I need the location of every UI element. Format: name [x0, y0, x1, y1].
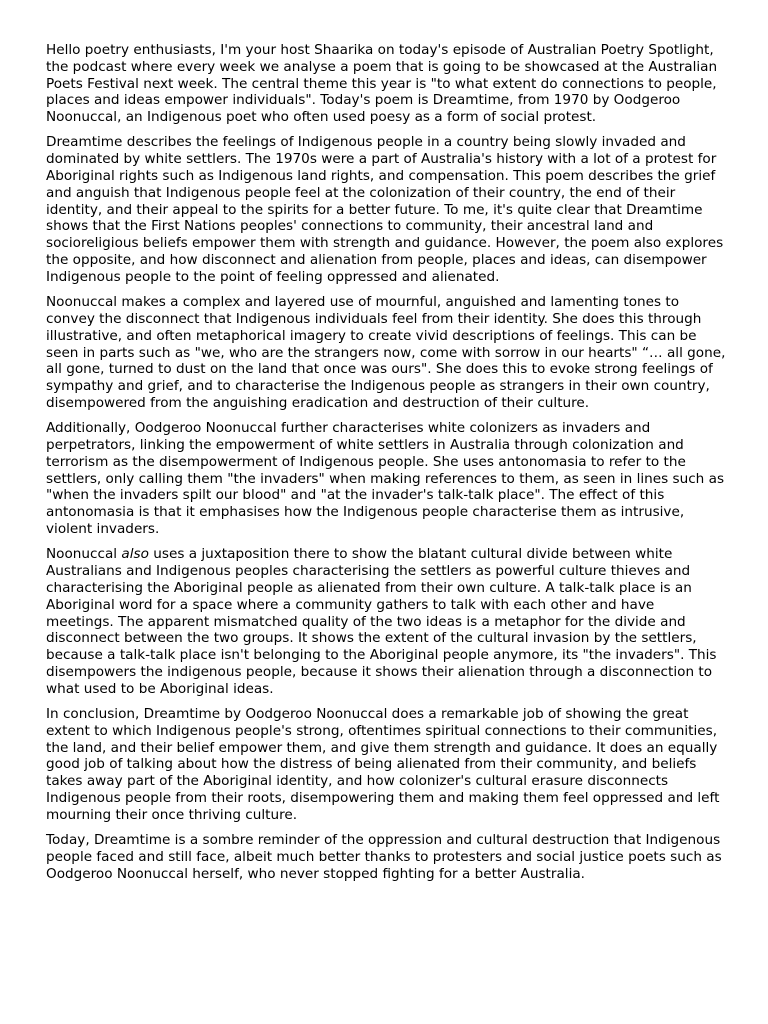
paragraph-antonomasia: Additionally, Oodgeroo Noonuccal further characterises white colonizers as invaders and perpetrators, linking the empowerment of white settlers in Australia through colonization and terrorism as the disempowerment of Indigenous people. She uses antonomasia to refer to the settlers, only calling them "the invaders" when making references to them, as seen in lines such as "when the invaders spilt our blood" and "at the invader's talk-talk place". The effect of this antonomasia is that it emphasises how the Indigenous people characterise them as intrusive, violent invaders. [46, 420, 725, 538]
paragraph-juxtaposition-emphasis: also [121, 546, 149, 563]
paragraph-juxtaposition [46, 546, 726, 697]
paragraph-tone: Noonuccal makes a complex and layered use of mournful, anguished and lamenting tones to convey the disconnect that Indigenous individuals feel from their identity. She does this through illustrative, and often metaphorical imagery to create vivid descriptions of feelings. This can be seen in parts such as "we, who are the strangers now, come with sorrow in our hearts" “… all gone, all gone, turned to dust on the land that once was ours". She does this to evoke strong feelings of sympathy and grief, and to characterise the Indigenous people as strangers in their own country, disempowered from the anguishing eradication and destruction of their culture. [46, 294, 726, 411]
paragraph-context: Dreamtime describes the feelings of Indigenous people in a country being slowly invaded and dominated by white settlers. The 1970s were a part of Australia's history with a lot of a protest for Aboriginal rights such as Indigenous land rights, and compensation. This poem describes the grief and anguish that Indigenous people feel at the colonization of their country, the end of their identity, and their appeal to the spirits for a better future. To me, it's quite clear that Dreamtime shows that the First Nations peoples' connections to community, their ancestral land and socioreligious beliefs empower them with strength and guidance. However, the poem also explores the opposite, and how disconnect and alienation from people, places and ideas, can disempower Indigenous people to the point of feeling oppressed and alienated. [46, 134, 724, 285]
paragraph-juxtaposition-lead: Noonuccal [46, 546, 122, 563]
paragraph-closing: Today, Dreamtime is a sombre reminder of the oppression and cultural destruction that Indigenous people faced and still face, albeit much better thanks to protesters and social justice poets such as Oodgeroo Noonuccal herself, who never stopped fighting for a better Australia. [46, 832, 722, 882]
document-page [46, 42, 726, 891]
paragraph-conclusion: In conclusion, Dreamtime by Oodgeroo Noonuccal does a remarkable job of showing the great extent to which Indigenous people's strong, oftentimes spiritual connections to their communities, the land, and their belief empower them, and give them strength and guidance. It does an equally good job of talking about how the distress of being alienated from their community, and beliefs takes away part of the Aboriginal identity, and how colonizer's cultural erasure disconnects Indigenous people from their roots, disempowering them and making them feel oppressed and left mourning their once thriving culture. [46, 705, 720, 823]
paragraph-intro: Hello poetry enthusiasts, I'm your host Shaarika on today's episode of Australian Poetry Spotlight, the podcast where every week we analyse a poem that is going to be showcased at the Australian Poets Festival next week. The central theme this year is "to what extent do connections to people, places and ideas empower individuals". Today's poem is Dreamtime, from 1970 by Oodgeroo Noonuccal, an Indigenous poet who often used poesy as a form of social protest. [46, 42, 718, 126]
paragraph-juxtaposition-rest: uses a juxtaposition there to show the blatant cultural divide between white Australians and Indigenous peoples characterising the settlers as powerful culture thieves and characterising the Aboriginal people as alienated from their own culture. A talk-talk place is an Aboriginal word for a space where a community gathers to talk with each other and have meetings. The apparent mismatched quality of the two ideas is a metaphor for the divide and disconnect between the two groups. It shows the extent of the cultural invasion by the settlers, because a talk-talk place isn't belonging to the Aboriginal people anymore, its "the invaders". This disempowers the indigenous people, because it shows their alienation through a disconnection to what used to be Aboriginal ideas. [46, 546, 717, 697]
